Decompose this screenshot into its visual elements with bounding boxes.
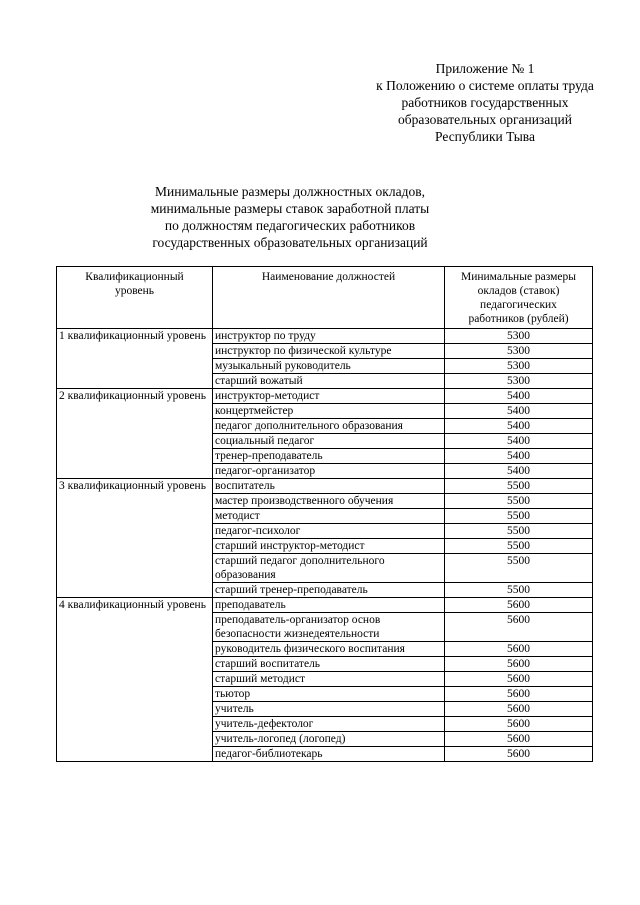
position-name: музыкальный руководитель: [213, 359, 445, 374]
position-name: педагог дополнительного образования: [213, 419, 445, 434]
salary-value: 5300: [445, 329, 593, 344]
position-name: старший воспитатель: [213, 657, 445, 672]
appendix-line: Приложение № 1: [435, 61, 535, 76]
salary-value: 5500: [445, 524, 593, 539]
position-name: старший педагог дополнительного образования: [213, 554, 445, 583]
salary-value: 5400: [445, 419, 593, 434]
salary-value: 5300: [445, 344, 593, 359]
salary-value: 5600: [445, 732, 593, 747]
title-line: по должностям педагогических работников: [164, 218, 416, 233]
table-row: [57, 329, 593, 344]
position-name: преподаватель-организатор основ безопасности жизнедеятельности: [213, 613, 445, 642]
salary-value: 5600: [445, 717, 593, 732]
table-row: [57, 598, 593, 613]
salary-value: 5400: [445, 434, 593, 449]
title-line: Минимальные размеры должностных окладов,: [155, 184, 425, 199]
appendix-line: к Положению о системе оплаты труда: [376, 78, 594, 93]
salary-value: 5500: [445, 509, 593, 524]
title-line: государственных образовательных организаций: [152, 235, 428, 250]
position-name: мастер производственного обучения: [213, 494, 445, 509]
position-name: учитель-дефектолог: [213, 717, 445, 732]
position-name: старший тренер-преподаватель: [213, 583, 445, 598]
position-name: инструктор по физической культуре: [213, 344, 445, 359]
salary-table: [56, 266, 593, 762]
position-name: учитель-логопед (логопед): [213, 732, 445, 747]
appendix-block: [330, 60, 640, 145]
qualification-level: 2 квалификационный уровень: [57, 389, 213, 479]
salary-value: 5400: [445, 389, 593, 404]
qualification-level: 4 квалификационный уровень: [57, 598, 213, 762]
salary-value: 5500: [445, 583, 593, 598]
position-name: социальный педагог: [213, 434, 445, 449]
salary-value: 5600: [445, 598, 593, 613]
header-position: Наименование должностей: [213, 267, 445, 329]
salary-value: 5500: [445, 539, 593, 554]
salary-value: 5500: [445, 494, 593, 509]
header-salary: Минимальные размеры окладов (ставок) педагогических работников (рублей): [445, 267, 593, 329]
appendix-line: работников государственных: [401, 95, 569, 110]
salary-value: 5400: [445, 404, 593, 419]
salary-value: 5300: [445, 374, 593, 389]
position-name: руководитель физического воспитания: [213, 642, 445, 657]
salary-value: 5400: [445, 449, 593, 464]
salary-value: 5600: [445, 747, 593, 762]
position-name: тьютор: [213, 687, 445, 702]
position-name: тренер-преподаватель: [213, 449, 445, 464]
position-name: старший методист: [213, 672, 445, 687]
position-name: старший вожатый: [213, 374, 445, 389]
salary-value: 5600: [445, 657, 593, 672]
title-line: минимальные размеры ставок заработной платы: [150, 201, 430, 216]
salary-value: 5400: [445, 464, 593, 479]
position-name: учитель: [213, 702, 445, 717]
position-name: педагог-психолог: [213, 524, 445, 539]
table-row: [57, 479, 593, 494]
salary-value: 5500: [445, 479, 593, 494]
appendix-line: Республики Тыва: [435, 129, 535, 144]
salary-value: 5600: [445, 672, 593, 687]
salary-value: 5600: [445, 642, 593, 657]
position-name: воспитатель: [213, 479, 445, 494]
salary-value: 5300: [445, 359, 593, 374]
position-name: концертмейстер: [213, 404, 445, 419]
position-name: методист: [213, 509, 445, 524]
position-name: педагог-организатор: [213, 464, 445, 479]
header-level: Квалификационный уровень: [57, 267, 213, 329]
document-title: [90, 183, 490, 251]
qualification-level: 1 квалификационный уровень: [57, 329, 213, 389]
position-name: старший инструктор-методист: [213, 539, 445, 554]
position-name: инструктор по труду: [213, 329, 445, 344]
table-header-row: [57, 267, 593, 329]
qualification-level: 3 квалификационный уровень: [57, 479, 213, 598]
table-body: [57, 329, 593, 762]
salary-value: 5600: [445, 613, 593, 642]
position-name: инструктор-методист: [213, 389, 445, 404]
appendix-line: образовательных организаций: [398, 112, 572, 127]
position-name: преподаватель: [213, 598, 445, 613]
table-row: [57, 389, 593, 404]
salary-value: 5500: [445, 554, 593, 583]
salary-value: 5600: [445, 702, 593, 717]
position-name: педагог-библиотекарь: [213, 747, 445, 762]
salary-value: 5600: [445, 687, 593, 702]
